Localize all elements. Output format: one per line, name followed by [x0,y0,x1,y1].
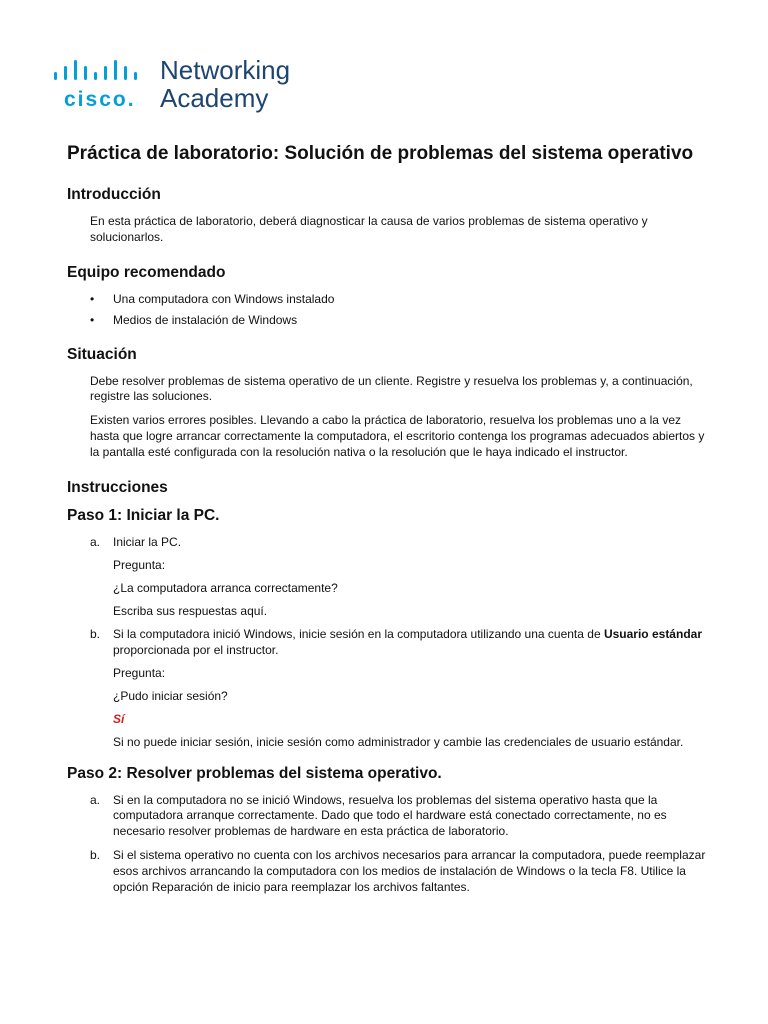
question-text: ¿La computadora arranca correctamente? [113,581,338,596]
section-situation [67,346,707,461]
brand-line-networking: Networking [160,55,291,85]
cisco-bridge-icon [52,60,148,86]
answer-text: Sí [113,711,125,726]
instructions-heading: Instrucciones [67,478,168,496]
document-body [67,142,707,903]
brand-line-academy: Academy [160,83,269,113]
note-text: Si no puede iniciar sesión, inicie sesión como administrador y cambie las credenciales de usuario estándar. [113,734,684,749]
networking-academy-brand [160,56,290,112]
question-label: Pregunta: [113,666,166,681]
intro-text: En esta práctica de laboratorio, deberá diagnosticar la causa de varios problemas de sistema operativo y solucionarlos. [90,214,648,244]
step2-item-b: b. Si el sistema operativo no cuenta con los archivos necesarios para arrancar la computadora, puede reemplazar esos archivos arrancando la computadora con los medios de instalación de Windows o la tecla F8. Utilice la opción Reparación de inicio para reemplazar los archivos faltantes. [90,847,706,894]
section-intro [67,186,707,246]
list-item: • Una computadora con Windows instalado [90,291,335,306]
step1-item-a: a. Iniciar la PC. [90,534,182,549]
step1-item-b: b. Si la computadora inició Windows, inicie sesión en la computadora utilizando una cuenta de Usuario estándar proporcionada por el instructor. [90,626,702,657]
page-title: Práctica de laboratorio: Solución de problemas del sistema operativo [67,143,694,164]
situation-heading: Situación [67,345,137,363]
step2-item-a: a. Si en la computadora no se inició Windows, resuelva los problemas del sistema operativo hasta que la computadora arranque correctamente. Dado que todo el hardware está conectado correctamente, no es necesario resolver problemas de hardware en esta práctica de laboratorio. [90,792,667,839]
step1-heading: Paso 1: Iniciar la PC. [67,506,220,524]
section-equipment [67,264,707,328]
equipment-list [90,292,707,328]
cisco-networking-academy-logo [52,55,312,118]
equipment-heading: Equipo recomendado [67,263,226,281]
question-label: Pregunta: [113,558,166,573]
cisco-wordmark: cisco. [64,88,136,111]
situation-paragraph-1: Debe resolver problemas de sistema operativo de un cliente. Registre y resuelva los problemas y, a continuación, registre las soluciones. [90,373,693,404]
section-instructions [67,479,707,896]
intro-heading: Introducción [67,186,161,203]
answer-placeholder: Escriba sus respuestas aquí. [113,603,268,618]
situation-paragraph-2: Existen varios errores posibles. Llevando a cabo la práctica de laboratorio, resuelva los problemas uno a la vez hasta que logre arrancar correctamente la computadora, el escritorio contenga los programas adecuados abiertos y la pantalla esté configurada con la resolución nativa o la resolución que le haya indicado el instructor. [90,413,705,459]
step2-heading: Paso 2: Resolver problemas del sistema operativo. [67,764,442,782]
question-text: ¿Pudo iniciar sesión? [113,689,228,704]
list-item: • Medios de instalación de Windows [90,312,298,327]
